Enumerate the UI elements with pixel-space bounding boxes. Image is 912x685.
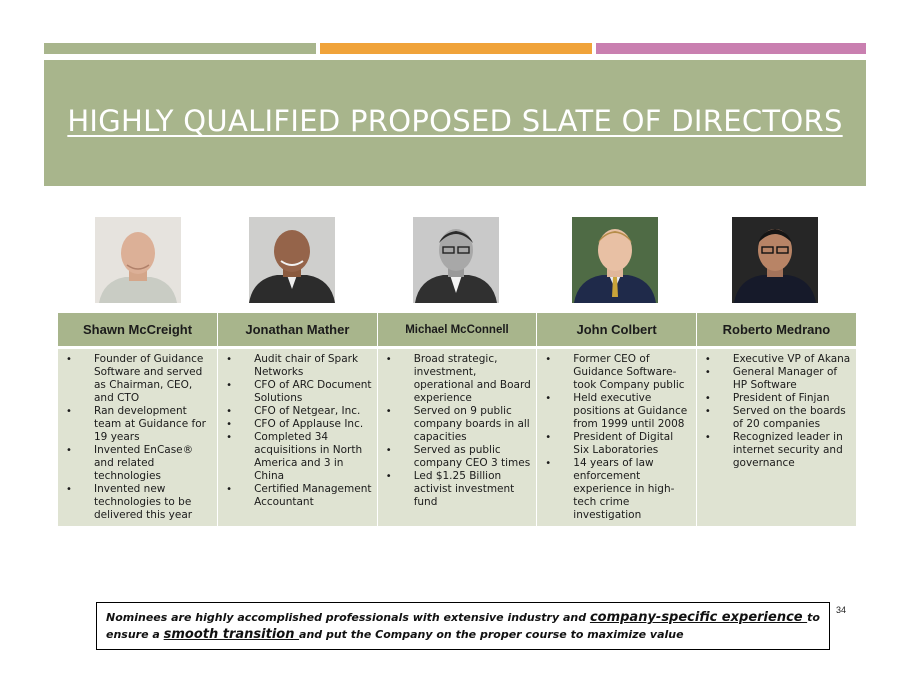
director-name: Jonathan Mather bbox=[218, 313, 378, 348]
list-item: • CFO of Netgear, Inc. bbox=[220, 405, 373, 418]
photo-michael-mcconnell bbox=[413, 217, 499, 303]
list-item: • Audit chair of Spark Networks bbox=[220, 353, 373, 379]
list-item: • Ran development team at Guidance for 19 years bbox=[60, 405, 213, 444]
footer-text: to ensure a bbox=[106, 611, 820, 641]
director-bio-cell bbox=[537, 348, 697, 527]
accent-bar-green bbox=[44, 43, 316, 54]
directors-table bbox=[58, 313, 856, 526]
director-name: Shawn McCreight bbox=[58, 313, 218, 348]
list-item: • CFO of ARC Document Solutions bbox=[220, 379, 373, 405]
list-item: • Recognized leader in internet security and governance bbox=[699, 431, 852, 470]
list-item: • Served as public company CEO 3 times bbox=[380, 444, 533, 470]
list-item: • Completed 34 acquisitions in North America and 3 in China bbox=[220, 431, 373, 483]
list-item: • Invented new technologies to be delivered this year bbox=[60, 483, 213, 522]
list-item: • President of Finjan bbox=[699, 392, 852, 405]
list-item: • Former CEO of Guidance Software- took Company public bbox=[539, 353, 692, 392]
footer-text: Nominees are highly accomplished professionals with extensive industry and bbox=[106, 611, 590, 624]
list-item: • President of Digital Six Laboratories bbox=[539, 431, 692, 457]
director-name: Roberto Medrano bbox=[696, 313, 856, 348]
photo-jonathan-mather bbox=[249, 217, 335, 303]
table-header-row bbox=[58, 313, 856, 348]
list-item: • Led $1.25 Billion activist investment fund bbox=[380, 470, 533, 509]
list-item: • Certified Management Accountant bbox=[220, 483, 373, 509]
bullet-list bbox=[220, 353, 373, 509]
slide-title: HIGHLY QUALIFIED PROPOSED SLATE OF DIRECTORS bbox=[67, 104, 843, 138]
director-bio-cell bbox=[696, 348, 856, 527]
list-item: • Executive VP of Akana bbox=[699, 353, 852, 366]
list-item: • Served on the boards of 20 companies bbox=[699, 405, 852, 431]
list-item: • Served on 9 public company boards in all capacities bbox=[380, 405, 533, 444]
director-name: John Colbert bbox=[537, 313, 697, 348]
list-item: • Broad strategic, investment, operational and Board experience bbox=[380, 353, 533, 405]
accent-bar-orange bbox=[320, 43, 592, 54]
director-bio-cell bbox=[58, 348, 218, 527]
list-item: • Held executive positions at Guidance from 1999 until 2008 bbox=[539, 392, 692, 431]
footer-emphasis: company-specific experience bbox=[589, 610, 808, 625]
photo-shawn-mccreight bbox=[95, 217, 181, 303]
accent-bar-pink bbox=[596, 43, 866, 54]
bullet-list bbox=[60, 353, 213, 522]
bullet-list bbox=[539, 353, 692, 522]
table-row bbox=[58, 348, 856, 527]
list-item: • 14 years of law enforcement experience in high-tech crime investigation bbox=[539, 457, 692, 522]
photo-john-colbert bbox=[572, 217, 658, 303]
list-item: • CFO of Applause Inc. bbox=[220, 418, 373, 431]
footer-emphasis: smooth transition bbox=[163, 627, 300, 642]
list-item: • Invented EnCase® and related technologies bbox=[60, 444, 213, 483]
director-bio-cell bbox=[218, 348, 378, 527]
director-bio-cell bbox=[377, 348, 537, 527]
photo-roberto-medrano bbox=[732, 217, 818, 303]
title-band bbox=[44, 60, 866, 186]
list-item: • Founder of Guidance Software and served as Chairman, CEO, and CTO bbox=[60, 353, 213, 405]
list-item: • General Manager of HP Software bbox=[699, 366, 852, 392]
page-number: 34 bbox=[836, 605, 847, 615]
bullet-list bbox=[699, 353, 852, 470]
footer-callout bbox=[96, 602, 830, 650]
bullet-list bbox=[380, 353, 533, 509]
director-name: Michael McConnell bbox=[377, 313, 537, 348]
footer-text: and put the Company on the proper course to maximize value bbox=[299, 628, 684, 641]
